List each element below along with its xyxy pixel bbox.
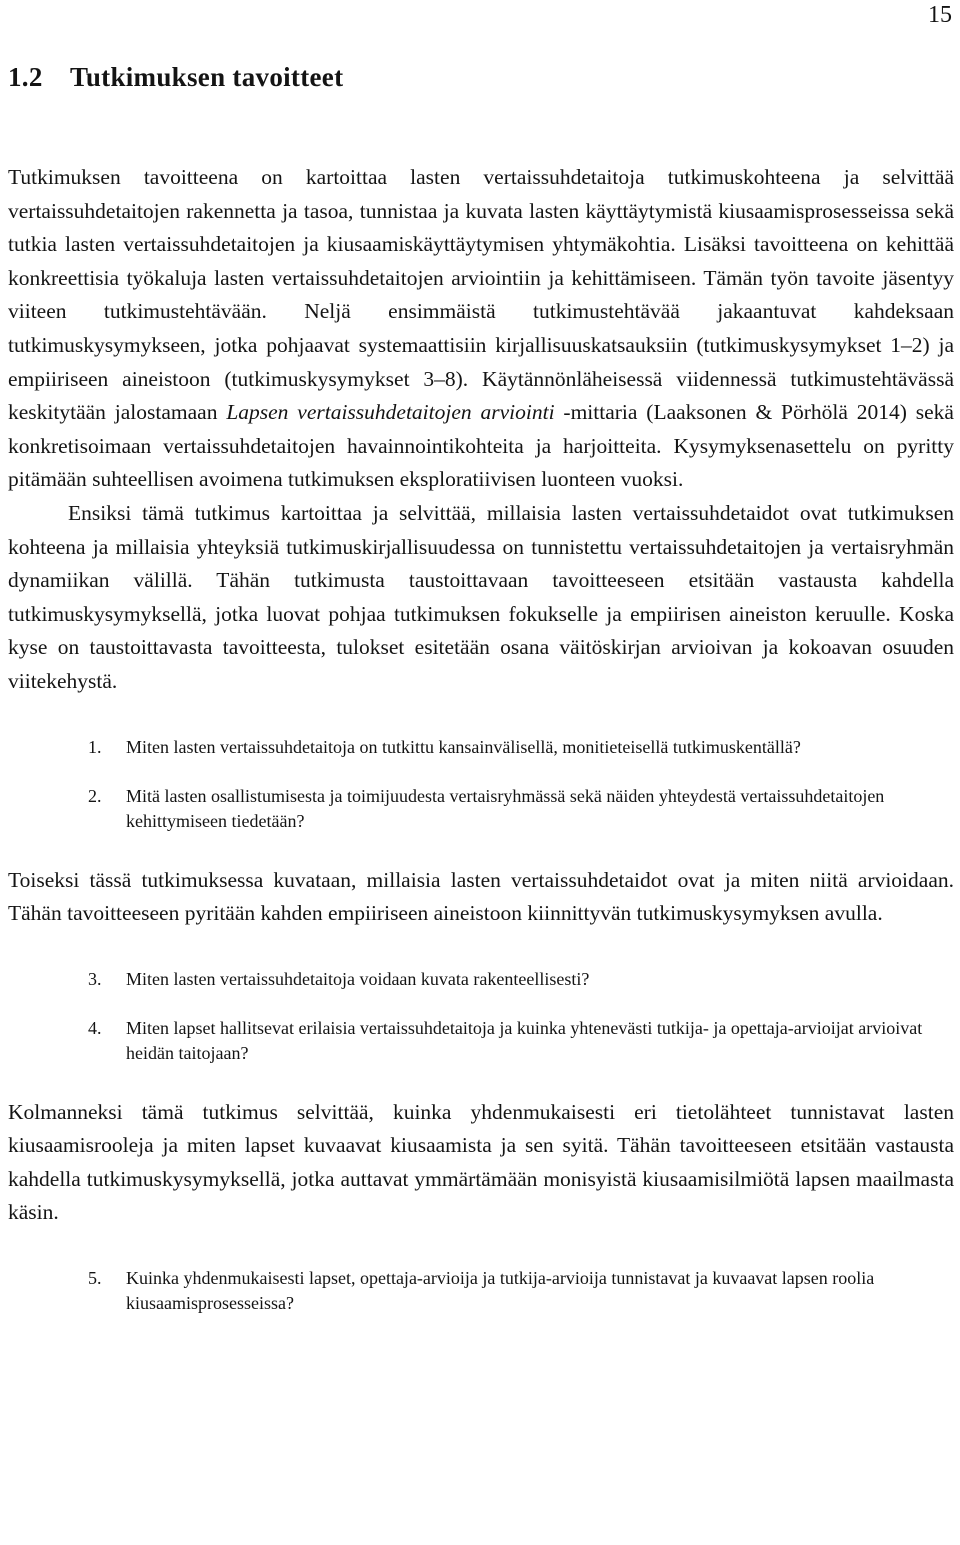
body-text [8, 161, 954, 1316]
question-text: Miten lasten vertaissuhdetaitoja voidaan kuvata rakenteellisesti? [126, 968, 590, 989]
question-number: 5. [88, 1268, 102, 1289]
research-question [8, 1016, 954, 1066]
question-number: 4. [88, 1017, 102, 1038]
instrument-title: Lapsen vertaissuhdetaitojen arviointi [226, 400, 555, 425]
question-text: Kuinka yhdenmukaisesti lapset, opettaja-arvioija ja tutkija-arvioija tunnistavat ja kuvaavat lapsen roolia kiusaamisprosesseissa? [126, 1268, 875, 1314]
paragraph-intro-text: Tutkimuksen tavoitteena on kartoittaa lasten vertaissuhdetaitoja tutkimuskohteena ja selvittää vertaissuhdetaitojen rakennetta ja tasoa, tunnistaa ja kuvata lasten käyttäytymistä kiusaamisprosesseissa sekä tutkia lasten vertaissuhdetaitojen ja kiusaamiskäyttäytymisen yhtymäkohtia. Lisäksi tavoitteena on kehittää konkreettisia työkaluja lasten vertaissuhdetaitojen arviointiin ja kehittämiseen. Tämän työn tavoite jäsentyy viiteen tutkimustehtävään. Neljä ensimmäistä tutkimustehtävää jakaantuvat kahdeksaan tutkimuskysymykseen, jotka pohjaavat systemaattisiin kirjallisuuskatsauksiin (tutkimuskysymykset 1–2) ja empiiriseen aineistoon (tutkimuskysymykset 3–8). Käytännönläheisessä viidennessä tutkimustehtävässä keskitytään jalostamaan [8, 165, 954, 425]
paragraph-third-aim: Kolmanneksi tämä tutkimus selvittää, kuinka yhdenmukaisesti eri tietolähteet tunnistavat lasten kiusaamisrooleja ja miten lapset kuvaavat kiusaamista ja sen syitä. Tähän tavoitteeseen etsitään vastausta kahdella tutkimuskysymyksellä, jotka auttavat ymmärtämään monisyistä kiusaamisilmiötä lapsen maailmasta käsin. [8, 1099, 954, 1225]
section-number: 1.2 [8, 62, 43, 92]
question-number: 3. [88, 968, 102, 989]
page-number: 15 [928, 2, 952, 28]
question-number: 1. [88, 736, 102, 757]
paragraph-intro-end: -mittaria (Laaksonen & Pörhölä 2014) sekä konkretisoimaan vertaissuhdetaitojen havainnointikohteita ja harjoitteita. Kysymyksenasettelu on pyritty pitämään suhteellisen avoimena tutkimuksen eksploratiivisen luonteen vuoksi. [8, 400, 954, 492]
question-list-2 [8, 967, 954, 1066]
section-title: Tutkimuksen tavoitteet [70, 62, 344, 92]
paragraph-intro [8, 161, 954, 497]
research-question [8, 1266, 954, 1316]
question-text: Mitä lasten osallistumisesta ja toimijuudesta vertaisryhmässä sekä näiden yhteydestä vertaissuhdetaitojen kehittymiseen tiedetään? [126, 785, 885, 831]
question-text: Miten lasten vertaissuhdetaitoja on tutkittu kansainvälisellä, monitieteisellä tutkimuskentällä? [126, 736, 801, 757]
question-list-1 [8, 735, 954, 834]
research-question [8, 784, 954, 834]
paragraph-first-aim: Ensiksi tämä tutkimus kartoittaa ja selvittää, millaisia lasten vertaissuhdetaidot ovat tutkimuksen kohteena ja millaisia yhteyksiä tutkimuskirjallisuudessa on tunnistettu vertaissuhdetaitojen ja vertaisryhmän dynamiikan välillä. Tähän tutkimusta taustoittavaan tavoitteeseen etsitään vastausta kahdella tutkimuskysymyksellä, jotka luovat pohjaa tutkimuksen fokukselle ja empiirisen aineiston keruulle. Koska kyse on taustoittavasta tavoitteesta, tulokset esitetään osana väitöskirjan arvioivan ja kokoavan osuuden viitekehystä. [8, 500, 954, 693]
question-list-3 [8, 1266, 954, 1316]
question-text: Miten lapset hallitsevat erilaisia vertaissuhdetaitoja ja kuinka yhtenevästi tutkija- ja opettaja-arvioijat arvioivat heidän taitojaan? [126, 1017, 923, 1063]
paragraph-second-aim: Toiseksi tässä tutkimuksessa kuvataan, millaisia lasten vertaissuhdetaidot ovat ja miten niitä arvioidaan. Tähän tavoitteeseen pyritään kahden empiiriseen aineistoon kiinnittyvän tutkimuskysymyksen avulla. [8, 867, 954, 926]
research-question [8, 967, 954, 992]
question-number: 2. [88, 785, 102, 806]
section-heading [8, 62, 343, 93]
research-question [8, 735, 954, 760]
